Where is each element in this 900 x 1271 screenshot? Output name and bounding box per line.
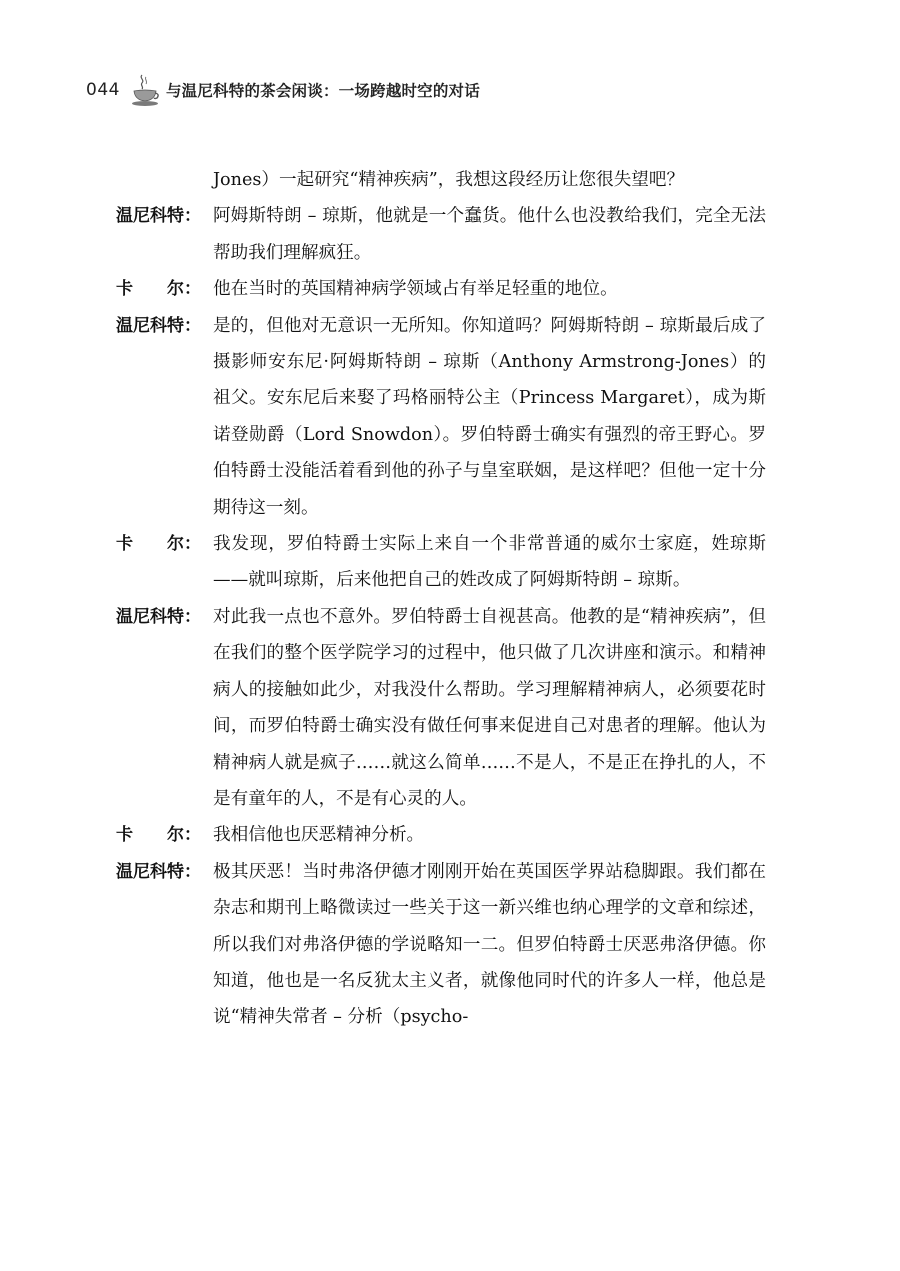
- speech-text: 是的，但他对无意识一无所知。你知道吗？阿姆斯特朗 – 琼斯最后成了摄影师安东尼·阿姆斯特朗 – 琼斯（Anthony Armstrong-Jones）的祖父。安东尼后来娶了玛格丽特公主（Princess Margaret），成为斯诺登勋爵（Lord Snowdon）。罗伯特爵士确实有强烈的帝王野心。罗伯特爵士没能活着看到他的孙子与皇室联姻，是这样吧？但他一定十分期待这一刻。: [213, 315, 766, 518]
- dialogue-entry: [116, 526, 766, 599]
- dialogue-entry: [116, 599, 766, 817]
- speech-text: 阿姆斯特朗 – 琼斯，他就是一个蠢货。他什么也没教给我们，完全无法帮助我们理解疯狂。: [213, 206, 766, 263]
- dialogue-entry: [116, 308, 766, 526]
- teacup-icon: [130, 73, 160, 107]
- speaker-label: 卡 尔：: [116, 825, 201, 846]
- book-title: 与温尼科特的茶会闲谈：一场跨越时空的对话: [165, 82, 480, 100]
- speech-text: 他在当时的英国精神病学领域占有举足轻重的地位。: [213, 279, 618, 300]
- speaker-label: 卡 尔：: [116, 279, 201, 300]
- speaker-label: 温尼科特：: [116, 315, 201, 336]
- speech-text: 我相信他也厌恶精神分析。: [213, 825, 425, 846]
- page-number: 044: [86, 80, 120, 100]
- dialogue-body: [116, 162, 766, 1036]
- speaker-label: 卡 尔：: [116, 534, 201, 555]
- continued-speech: Jones）一起研究“精神疾病”，我想这段经历让您很失望吧？: [213, 170, 685, 190]
- speaker-label: 温尼科特：: [116, 206, 201, 227]
- speaker-label: 温尼科特：: [116, 861, 201, 882]
- dialogue-entry: [116, 854, 766, 1036]
- speech-text: 对此我一点也不意外。罗伯特爵士自视甚高。他教的是“精神疾病”，但在我们的整个医学院学习的过程中，他只做了几次讲座和演示。和精神病人的接触如此少，对我没什么帮助。学习理解精神病人，必须要花时间，而罗伯特爵士确实没有做任何事来促进自己对患者的理解。他认为精神病人就是疯子……就这么简单……不是人，不是正在挣扎的人，不是有童年的人，不是有心灵的人。: [213, 606, 766, 809]
- speaker-label: 温尼科特：: [116, 606, 201, 627]
- dialogue-entry: [116, 817, 766, 853]
- dialogue-entry: [116, 198, 766, 271]
- speech-text: 我发现，罗伯特爵士实际上来自一个非常普通的威尔士家庭，姓琼斯——就叫琼斯，后来他把自己的姓改成了阿姆斯特朗 – 琼斯。: [213, 534, 766, 591]
- speech-text: 极其厌恶！当时弗洛伊德才刚刚开始在英国医学界站稳脚跟。我们都在杂志和期刊上略微读过一些关于这一新兴维也纳心理学的文章和综述，所以我们对弗洛伊德的学说略知一二。但罗伯特爵士厌恶弗洛伊德。你知道，他也是一名反犹太主义者，就像他同时代的许多人一样，他总是说“精神失常者 – 分析（psycho-: [213, 861, 766, 1028]
- running-head: [86, 70, 480, 110]
- dialogue-entry: [116, 271, 766, 307]
